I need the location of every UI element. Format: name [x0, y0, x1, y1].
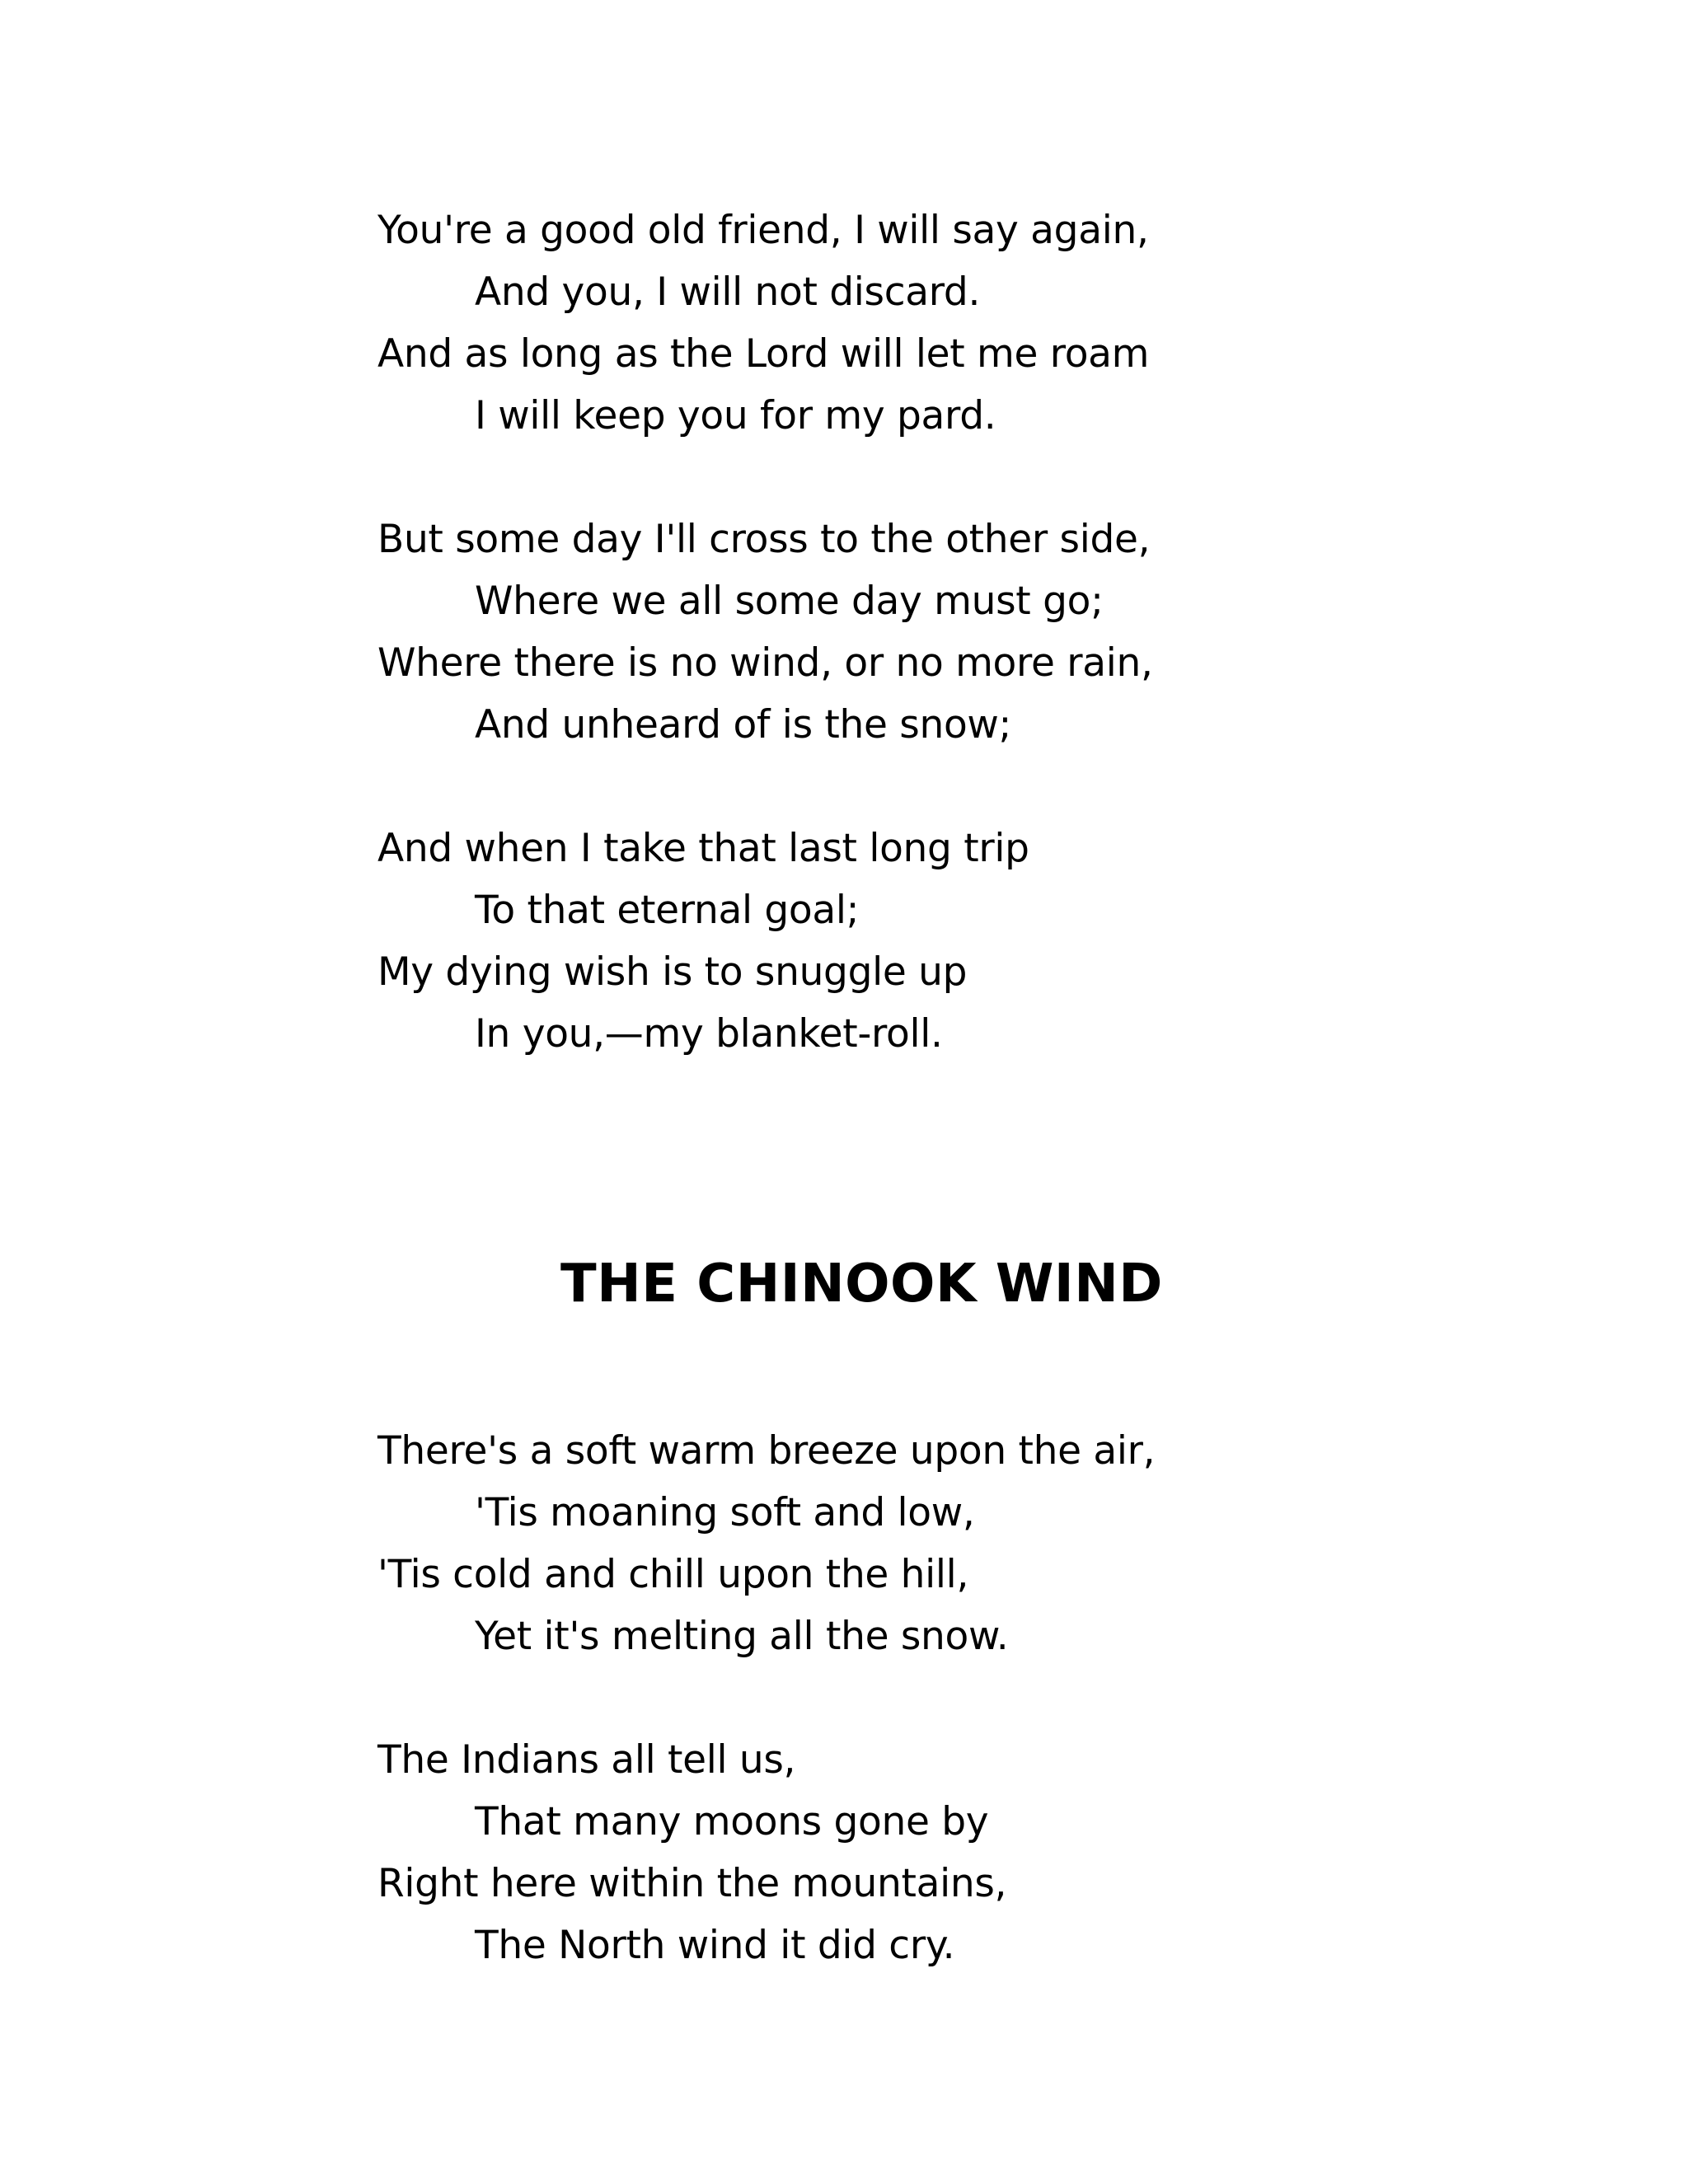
- poem-stanza: [377, 818, 1449, 1065]
- poem-stanza: [377, 1729, 1449, 1976]
- poem-line: But some day I'll cross to the other side,: [377, 517, 1151, 562]
- poem-line: And when I take that last long trip: [377, 826, 1029, 871]
- poem-stanza: [377, 199, 1449, 447]
- poem-line: Right here within the mountains,: [377, 1861, 1007, 1906]
- poem-line: Where we all some day must go;: [475, 579, 1104, 624]
- poem-title: THE CHINOOK WIND: [560, 1254, 1163, 1315]
- poem-line: And as long as the Lord will let me roam: [377, 331, 1150, 377]
- poem-line: Where there is no wind, or no more rain,: [377, 640, 1153, 686]
- poem-line: There's a soft warm breeze upon the air,: [377, 1428, 1156, 1474]
- poem-line: 'Tis moaning soft and low,: [475, 1490, 975, 1535]
- poem-line: That many moons gone by: [475, 1799, 989, 1844]
- poem-line: The Indians all tell us,: [377, 1737, 796, 1783]
- poem-line: And unheard of is the snow;: [475, 702, 1012, 748]
- poem-line: 'Tis cold and chill upon the hill,: [377, 1552, 969, 1597]
- poem-line: I will keep you for my pard.: [475, 393, 996, 438]
- poem-line: My dying wish is to snuggle up: [377, 949, 968, 995]
- poem-line: The North wind it did cry.: [475, 1923, 955, 1968]
- poem-line: Yet it's melting all the snow.: [475, 1614, 1009, 1659]
- poem-stanza: [377, 509, 1449, 756]
- poem-line: You're a good old friend, I will say again,: [377, 208, 1149, 253]
- poem-stanza: [377, 1420, 1449, 1667]
- poem-line: In you,—my blanket-roll.: [475, 1011, 943, 1057]
- poem-line: And you, I will not discard.: [475, 269, 981, 315]
- poem-line: To that eternal goal;: [475, 888, 860, 933]
